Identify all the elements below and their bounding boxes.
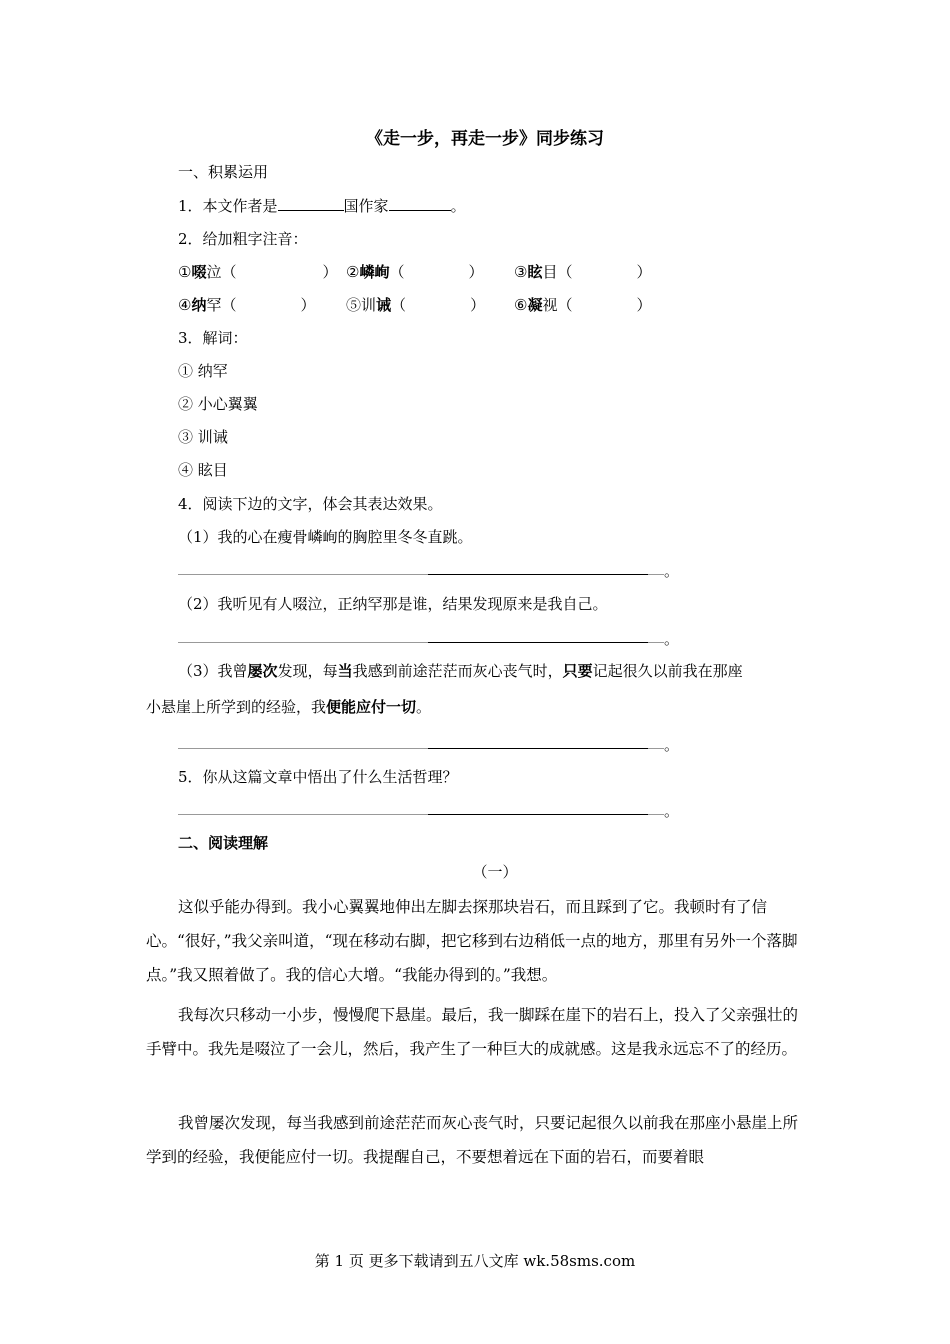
section-heading-1: 一、积累运用 — [178, 163, 269, 181]
question-2-label: 2．给加粗字注音： — [178, 230, 308, 248]
pinyin-item-5: ⑤训诫（ ） — [346, 296, 486, 314]
sentence-1: （1）我的心在瘦骨嶙峋的胸腔里冬冬直跳。 — [178, 528, 473, 546]
vocab-item: ② 小心翼翼 — [178, 395, 258, 413]
pinyin-item-1: ①啜泣（ ） — [178, 263, 338, 281]
page-title: 《走一步，再走一步》同步练习 — [366, 129, 604, 149]
passage-subtitle: （一） — [472, 863, 518, 881]
sentence-3-line-1: （3）我曾屡次发现，每当我感到前途茫茫而灰心丧气时，只要记起很久以前我在那座 — [178, 662, 743, 680]
pinyin-item-4: ④纳罕（ ） — [178, 296, 316, 314]
page-footer: 第 1 页 更多下载请到五八文库 wk.58sms.com — [314, 1252, 636, 1270]
passage-paragraph-1: 这似乎能办得到。我小心翼翼地伸出左脚去探那块岩石，而且踩到了它。我顿时有了信心。“很好，”我父亲叫道，“现在移动右脚，把它移到右边稍低一点的地方，那里有另外一个落脚点。”我又照着做了。我的信心大增。“我能办得到的。”我想。 — [146, 898, 798, 984]
question-1: 1．本文作者是 国作家 。 — [178, 197, 466, 215]
question-5-label: 5．你从这篇文章中悟出了什么生活哲理？ — [178, 768, 458, 786]
vocab-item: ① 纳罕 — [178, 362, 228, 380]
blank-country[interactable] — [278, 196, 344, 211]
pinyin-item-2: ②嶙峋（ ） — [346, 263, 484, 281]
sentence-3-line-2: 小悬崖上所学到的经验，我便能应付一切。 — [146, 698, 432, 716]
document-page: 《走一步，再走一步》同步练习 一、积累运用 1．本文作者是 国作家 。 2．给加粗字注音： ①啜泣（ ） ②嶙峋（ ） ③眩目（ ） ④纳罕（ ） ⑤训诫（ ） ⑥凝视（ ） 3．解词： ① 纳罕 ② 小心翼翼 ③ 训诫 ④ 眩目 4．阅读下边的文字，体会其表达效果。 （1）我的心在瘦骨嶙峋的胸腔里冬冬直跳。 。 （2）我听见有人啜泣，正纳罕那是谁，结果发现原来是我自己。 。 （3）我曾屡次发现，每当我感到前途茫茫而灰心丧气时，只要记起很久以前我在那座 小悬崖上所学到的经验，我便能应付一切。 。 5．你从这篇文章中悟出了什么生活哲理？ 。 二、阅读理解 （一） 这似乎能办得到。我小心翼翼地伸出左脚去探那块岩石，而且踩到了它。我顿时有了信心。“很好，”我父亲叫道，“现在移动右脚，把它移到右边稍低一点的地方，那里有另外一个落脚点。”我又照着做了。我的信心大增。“我能办得到的。”我想。 我每次只移动一小步，慢慢爬下悬崖。最后，我一脚踩在崖下的岩石上，投入了父亲强壮的手臂中。我先是啜泣了一会儿，然后，我产生了一种巨大的成就感。这是我永远忘不了的经历。 我曾屡次发现，每当我感到前途茫茫而灰心丧气时，只要记起很久以前我在那座小悬崖上所学到的经验，我便能应付一切。我提醒自己，不要想着远在下面的岩石，而要着眼 第 1 页 更多下载请到五八文库 wk.58sms.com — [0, 0, 950, 1344]
vocab-item: ④ 眩目 — [178, 461, 228, 479]
blank-author[interactable] — [389, 196, 451, 211]
pinyin-item-6: ⑥凝视（ ） — [514, 296, 652, 314]
pinyin-item-3: ③眩目（ ） — [514, 263, 652, 281]
vocab-item: ③ 训诫 — [178, 428, 228, 446]
sentence-2: （2）我听见有人啜泣，正纳罕那是谁，结果发现原来是我自己。 — [178, 595, 608, 613]
question-4-label: 4．阅读下边的文字，体会其表达效果。 — [178, 495, 443, 513]
question-3-label: 3．解词： — [178, 329, 248, 347]
section-heading-2: 二、阅读理解 — [178, 834, 269, 852]
passage-paragraph-2: 我每次只移动一小步，慢慢爬下悬崖。最后，我一脚踩在崖下的岩石上，投入了父亲强壮的手臂中。我先是啜泣了一会儿，然后，我产生了一种巨大的成就感。这是我永远忘不了的经历。 — [146, 1006, 799, 1058]
passage-paragraph-3: 我曾屡次发现，每当我感到前途茫茫而灰心丧气时，只要记起很久以前我在那座小悬崖上所学到的经验，我便能应付一切。我提醒自己，不要想着远在下面的岩石，而要着眼 — [146, 1114, 799, 1166]
